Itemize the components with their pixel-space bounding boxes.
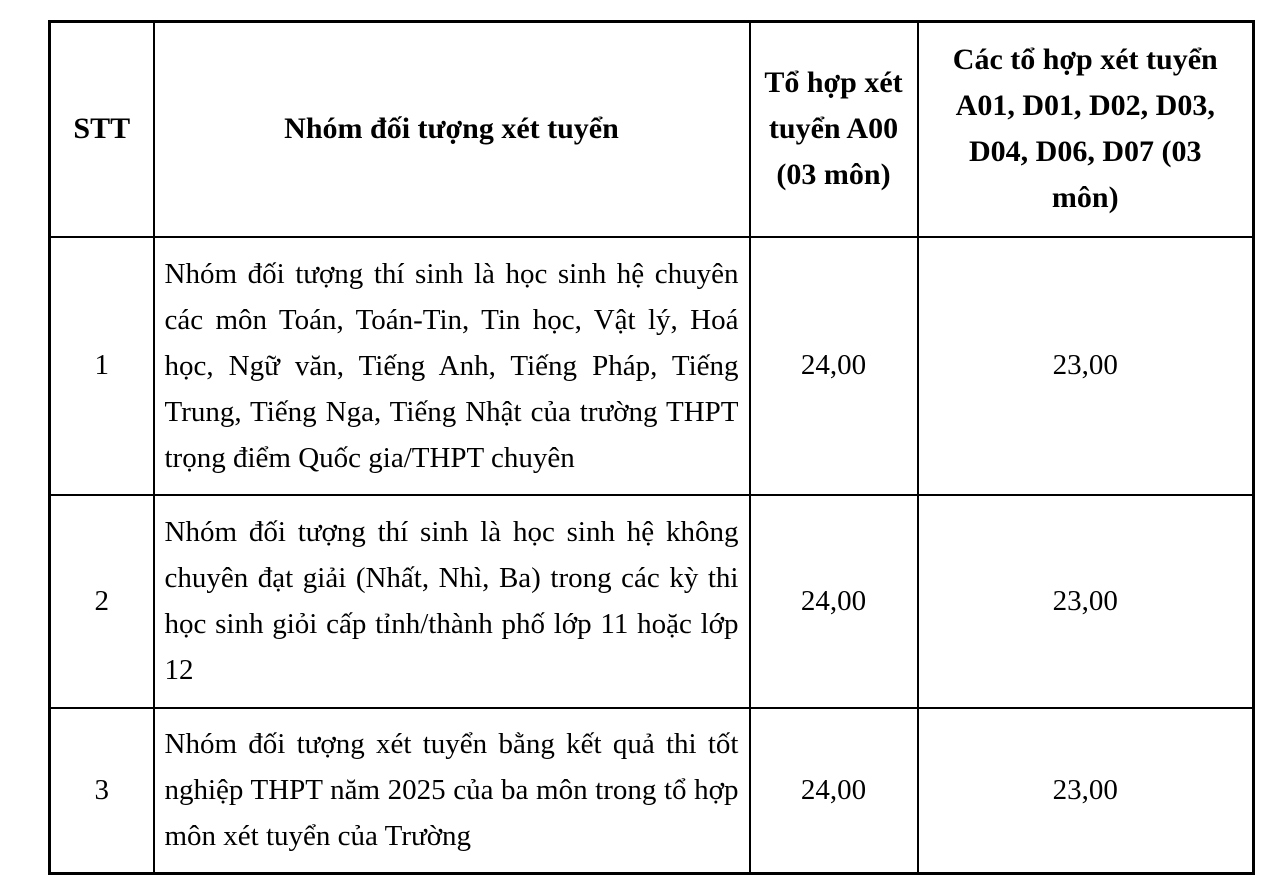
row-1-stt: 1 bbox=[50, 237, 154, 495]
table-row bbox=[50, 495, 1254, 708]
row-2-others-score: 23,00 bbox=[918, 495, 1254, 708]
table-row bbox=[50, 237, 1254, 495]
header-stt: STT bbox=[50, 22, 154, 237]
row-3-group: Nhóm đối tượng xét tuyển bằng kết quả thi tốt nghiệp THPT năm 2025 của ba môn trong tổ hợp môn xét tuyển của Trường bbox=[154, 708, 750, 874]
row-3-a00-score: 24,00 bbox=[750, 708, 918, 874]
header-others: Các tổ hợp xét tuyển A01, D01, D02, D03, D04, D06, D07 (03 môn) bbox=[918, 22, 1254, 237]
row-1-group: Nhóm đối tượng thí sinh là học sinh hệ chuyên các môn Toán, Toán-Tin, Tin học, Vật lý, Hoá học, Ngữ văn, Tiếng Anh, Tiếng Pháp, Tiếng Trung, Tiếng Nga, Tiếng Nhật của trường THPT trọng điểm Quốc gia/THPT chuyên bbox=[154, 237, 750, 495]
table-header-row bbox=[50, 22, 1254, 237]
header-a00: Tổ hợp xét tuyển A00 (03 môn) bbox=[750, 22, 918, 237]
row-3-stt: 3 bbox=[50, 708, 154, 874]
row-2-stt: 2 bbox=[50, 495, 154, 708]
row-1-others-score: 23,00 bbox=[918, 237, 1254, 495]
row-3-others-score: 23,00 bbox=[918, 708, 1254, 874]
admission-score-table bbox=[48, 20, 1255, 875]
row-1-a00-score: 24,00 bbox=[750, 237, 918, 495]
row-2-a00-score: 24,00 bbox=[750, 495, 918, 708]
row-2-group: Nhóm đối tượng thí sinh là học sinh hệ không chuyên đạt giải (Nhất, Nhì, Ba) trong các kỳ thi học sinh giỏi cấp tỉnh/thành phố lớp 11 hoặc lớp 12 bbox=[154, 495, 750, 708]
header-group: Nhóm đối tượng xét tuyển bbox=[154, 22, 750, 237]
table-row bbox=[50, 708, 1254, 874]
